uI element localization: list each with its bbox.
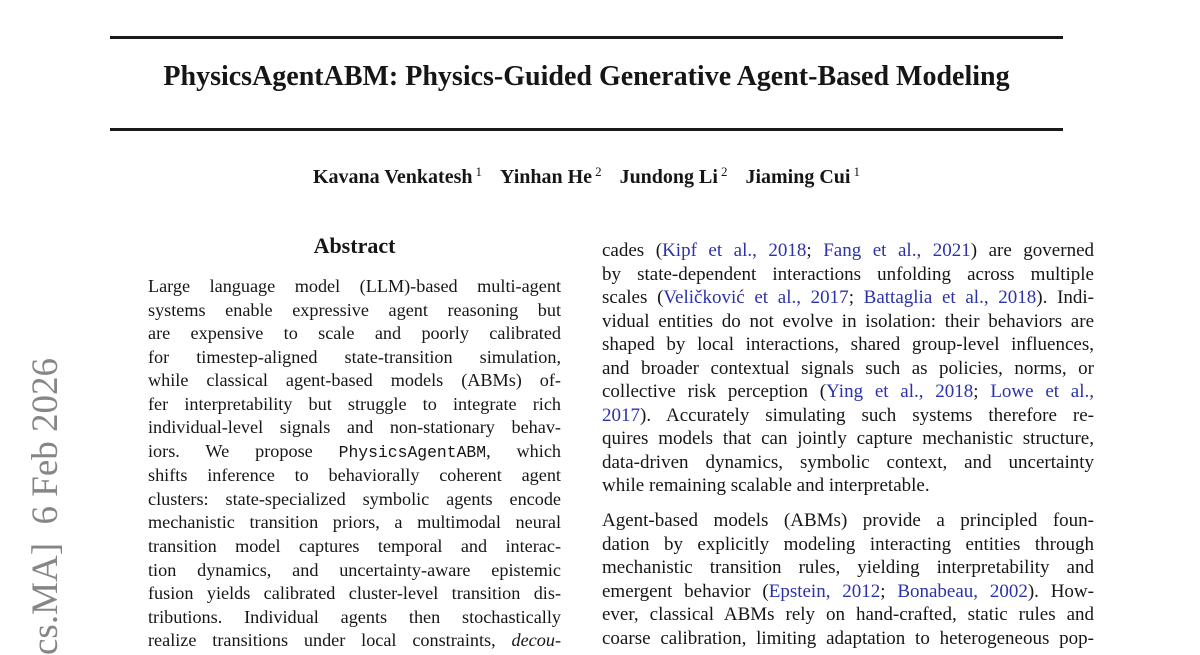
text-segment: and broader contextual signals such as policies, norms, or [602,357,1094,379]
text-segment: decou- [511,630,561,651]
author-affiliation-sup: 2 [720,164,728,179]
text-segment: mechanistic transition priors, a multimodal neural [148,512,561,533]
author [620,166,728,188]
text-line [602,580,1094,604]
citation-link[interactable]: Kipf et al., 2018 [662,240,807,261]
text-line [602,474,1094,498]
text-segment: while classical agent-based models (ABMs) of- [148,370,561,391]
author-affiliation-sup: 1 [853,164,860,179]
text-line [148,346,561,370]
intro-column [602,239,1094,650]
text-segment: transition model captures temporal and interac- [148,536,561,557]
text-line [602,357,1094,381]
citation-link[interactable]: Veličković et al., 2017 [663,287,849,309]
text-segment: PhysicsAgentABM [338,442,487,462]
abstract-text [148,275,561,653]
text-segment: are expensive to scale and poorly calibrated [148,323,561,344]
text-segment: systems enable expressive agent reasoning but [148,299,561,320]
text-segment: coarse calibration, limiting adaptation to heterogeneous pop- [602,627,1094,649]
text-segment: dation by explicitly modeling interacting entities through [602,533,1094,555]
text-segment: fer interpretability but struggle to integrate rich [148,393,561,414]
arxiv-watermark: cs.MA] 6 Feb 2026 [25,357,66,655]
text-segment: ; [806,240,824,261]
text-segment: clusters: state-specialized symbolic agents encode [148,488,561,509]
citation-link[interactable]: Bonabeau, 2002 [897,580,1028,602]
text-line [148,440,561,465]
text-line [148,464,561,488]
text-line [602,556,1094,580]
text-segment: ever, classical ABMs rely on hand-crafted, static rules and [602,604,1094,626]
text-segment: data-driven dynamics, symbolic context, and uncertainty [602,451,1094,473]
text-segment: ; [973,381,991,403]
text-segment: fusion yields calibrated cluster-level transition dis- [148,583,561,604]
paragraph [602,239,1094,498]
text-line [602,451,1094,475]
text-segment: emergent behavior ( [602,580,769,602]
title-rule-top [110,36,1063,39]
text-line [148,606,561,630]
text-line [148,322,561,346]
citation-link[interactable]: Lowe et al., [990,381,1094,403]
text-line [602,310,1094,334]
text-segment: by state-dependent interactions unfolding across multiple [602,263,1094,285]
author-line [110,164,1063,190]
text-line [148,369,561,393]
text-segment: ). Indi- [1036,287,1094,309]
author [745,166,860,188]
text-line [148,275,561,299]
text-segment: , which [486,440,561,461]
author-name: Yinhan He [500,166,593,188]
text-line [602,427,1094,451]
author [313,166,482,188]
text-segment: ; [848,287,864,309]
paper-title: PhysicsAgentABM: Physics-Guided Generative Agent-Based Modeling [163,61,1010,92]
text-line [148,559,561,583]
title-rule-bottom [110,128,1063,131]
text-segment: while remaining scalable and interpretable. [602,475,930,497]
text-segment: ). How- [1027,580,1094,602]
text-segment: individual-level signals and non-stationary behav- [148,417,561,438]
text-line [148,582,561,606]
paragraph [602,509,1094,650]
text-line [602,404,1094,428]
citation-link[interactable]: Ying et al., 2018 [826,381,974,403]
author-name: Jiaming Cui [745,166,851,188]
author [500,166,602,188]
text-line [148,488,561,512]
text-segment: for timestep-aligned state-transition simulation, [148,346,561,367]
author-affiliation-sup: 2 [595,164,602,179]
text-segment: realize transitions under local constraints, [148,630,512,651]
text-segment: cades ( [602,240,663,261]
author-name: Jundong Li [619,166,718,188]
text-segment: tion dynamics, and uncertainty-aware epistemic [148,559,561,580]
text-segment: shaped by local interactions, shared group-level influences, [602,334,1094,356]
text-line [602,239,1094,263]
text-line [602,509,1094,533]
text-line [602,603,1094,627]
author-affiliation-sup: 1 [475,164,482,179]
abstract-heading: Abstract [313,233,396,258]
text-line [602,263,1094,287]
text-segment: iors. We propose [148,440,339,461]
paragraph [148,275,561,653]
text-line [148,535,561,559]
citation-link[interactable]: Epstein, 2012 [768,580,881,602]
text-segment: scales ( [602,287,664,309]
text-line [148,511,561,535]
text-segment: Large language model (LLM)-based multi-agent [148,276,561,296]
text-segment: collective risk perception ( [602,381,827,403]
text-line [148,629,561,653]
text-line [602,380,1094,404]
text-segment: Agent-based models (ABMs) provide a principled foun- [602,510,1094,532]
text-segment: mechanistic transition rules, yielding interpretability and [602,557,1094,579]
text-line [148,416,561,440]
citation-link[interactable]: 2017 [602,404,640,426]
text-segment: ). Accurately simulating such systems therefore re- [640,404,1094,426]
text-segment: quires models that can jointly capture mechanistic structure, [602,428,1094,450]
text-segment: ; [880,580,898,602]
text-segment: shifts inference to behaviorally coherent agent [148,465,561,486]
text-line [602,533,1094,557]
text-line [602,333,1094,357]
text-segment: vidual entities do not evolve in isolation: their behaviors are [602,310,1094,332]
text-line [148,393,561,417]
citation-link[interactable]: Battaglia et al., 2018 [863,287,1037,309]
text-segment: ) are governed [970,240,1094,261]
text-line [602,627,1094,651]
author-name: Kavana Venkatesh [313,166,473,188]
text-line [602,286,1094,310]
text-line [148,299,561,323]
text-segment: tributions. Individual agents then stochastically [148,606,561,627]
citation-link[interactable]: Fang et al., 2021 [823,240,971,261]
